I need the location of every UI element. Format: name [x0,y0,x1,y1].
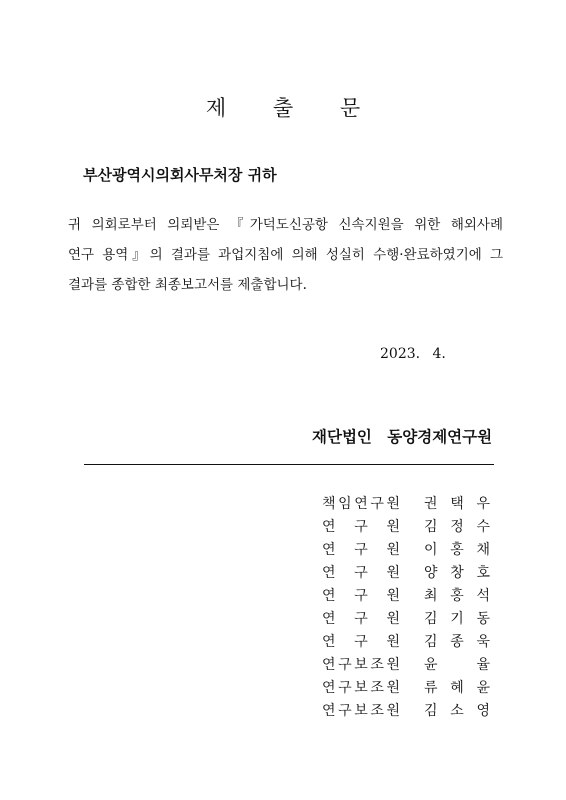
organization-name: 재단법인 동양경제연구원 [312,428,493,446]
submission-text [68,210,503,300]
staff-role: 연 구 원 [322,633,400,650]
staff-row [322,652,492,675]
staff-name: 류 혜 윤 [424,679,490,696]
staff-row [322,606,492,629]
submission-text-line: 귀 의회로부터 의뢰받은 『가덕도신공항 신속지원을 위한 해외사례 [68,217,503,233]
staff-name: 양 창 호 [424,564,490,581]
staff-row [322,629,492,652]
staff-role: 연 구 원 [322,610,400,627]
staff-role: 연 구 보 조 원 [322,656,400,673]
staff-row [322,698,492,721]
staff-row [322,514,492,537]
staff-name: 최 홍 석 [424,587,490,604]
submission-text-line: 결과를 종합한 최종보고서를 제출합니다. [68,277,307,293]
staff-row [322,583,492,606]
staff-list [322,491,492,721]
divider [84,464,494,465]
staff-name: 김 정 수 [424,518,490,535]
staff-row [322,537,492,560]
staff-role: 연 구 보 조 원 [322,702,400,719]
staff-name: 이 홍 채 [424,541,490,558]
staff-role: 연 구 원 [322,518,400,535]
staff-role: 연 구 보 조 원 [322,679,400,696]
staff-name: 김 기 동 [424,610,490,627]
staff-name: 김 종 욱 [424,633,490,650]
staff-role: 책 임 연 구 원 [322,495,400,512]
staff-name: 김 소 영 [424,702,490,719]
staff-role: 연 구 원 [322,541,400,558]
staff-role: 연 구 원 [322,564,400,581]
submission-date: 2023. 4. [380,346,446,362]
recipient: 부산광역시의회사무처장 귀하 [83,166,277,184]
staff-name: 윤 율 [424,656,490,673]
staff-row [322,560,492,583]
staff-name: 권 택 우 [424,495,490,512]
page-title: 제 출 문 [205,96,381,120]
staff-row [322,491,492,514]
staff-row [322,675,492,698]
submission-text-line: 연구 용역』의 결과를 과업지침에 의해 성실히 수행·완료하였기에 그 [68,247,503,263]
staff-role: 연 구 원 [322,587,400,604]
